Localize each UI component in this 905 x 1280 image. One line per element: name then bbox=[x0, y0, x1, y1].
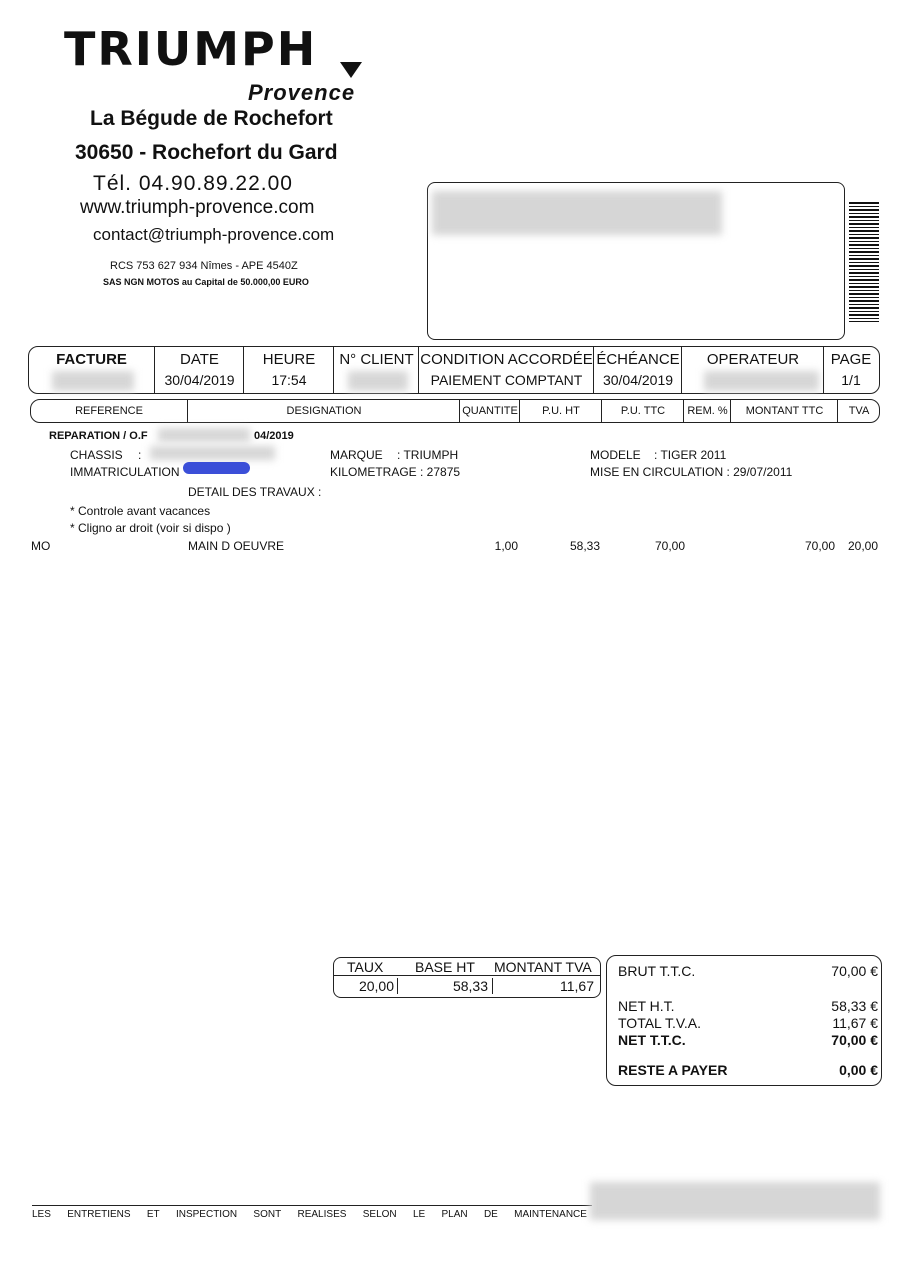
company-address-line2: 30650 - Rochefort du Gard bbox=[75, 141, 338, 164]
col-montant-ttc: MONTANT TTC bbox=[730, 400, 838, 422]
footer-word: LES bbox=[32, 1209, 51, 1220]
total-tva-label: TOTAL T.V.A. bbox=[618, 1015, 702, 1031]
facture-cell bbox=[29, 347, 154, 393]
barcode bbox=[849, 202, 879, 322]
echeance-cell bbox=[593, 347, 682, 393]
reste-value: 0,00 € bbox=[839, 1062, 878, 1078]
heure-value: 17:54 bbox=[271, 372, 307, 388]
immatriculation-label: IMMATRICULATION bbox=[70, 465, 180, 479]
heure-cell bbox=[243, 347, 334, 393]
vat-sep bbox=[397, 978, 398, 994]
modele-value: : TIGER 2011 bbox=[654, 448, 727, 462]
marque-label: MARQUE bbox=[330, 448, 383, 462]
redacted-footer bbox=[590, 1182, 880, 1220]
col-tva: TVA bbox=[837, 400, 880, 422]
mise-en-circulation: MISE EN CIRCULATION : 29/07/2011 bbox=[590, 465, 793, 479]
total-brut-row bbox=[618, 963, 878, 979]
redacted-invoice-number bbox=[52, 371, 134, 391]
date-cell bbox=[154, 347, 244, 393]
footer-word: MAINTENANCE bbox=[514, 1209, 587, 1220]
footer-word: ENTRETIENS bbox=[67, 1209, 131, 1220]
work-item: * Cligno ar droit (voir si dispo ) bbox=[70, 521, 231, 535]
footer-rule bbox=[32, 1205, 592, 1206]
net-ttc-value: 70,00 € bbox=[831, 1032, 878, 1048]
net-ht-row bbox=[618, 998, 878, 1014]
totals-box bbox=[606, 955, 882, 1086]
footer-word: PLAN bbox=[441, 1209, 468, 1220]
net-ttc-row bbox=[618, 1032, 878, 1048]
repair-title-right: 04/2019 bbox=[254, 430, 294, 442]
date-value: 30/04/2019 bbox=[164, 372, 235, 388]
page-value: 1/1 bbox=[841, 372, 861, 388]
company-email: contact@triumph-provence.com bbox=[93, 225, 335, 244]
footer-word: REALISES bbox=[297, 1209, 347, 1220]
chassis-label: CHASSIS bbox=[70, 448, 123, 462]
condition-value: PAIEMENT COMPTANT bbox=[430, 372, 583, 388]
line-montant-ttc: 70,00 bbox=[804, 539, 835, 553]
client-cell bbox=[333, 347, 419, 393]
kilometrage: KILOMETRAGE : 27875 bbox=[330, 465, 461, 479]
line-items-header bbox=[30, 399, 880, 423]
brut-value: 70,00 € bbox=[831, 963, 878, 979]
col-pu-ttc: P.U. TTC bbox=[601, 400, 684, 422]
footer-word: SONT bbox=[253, 1209, 282, 1220]
page-cell bbox=[823, 347, 878, 393]
redacted-address bbox=[432, 191, 722, 235]
company-website: www.triumph-provence.com bbox=[80, 197, 315, 218]
vat-taux-label: TAUX bbox=[347, 959, 384, 975]
footer-word: ET bbox=[146, 1209, 160, 1220]
invoice-header-table bbox=[28, 346, 880, 394]
net-ht-value: 58,33 € bbox=[831, 998, 878, 1014]
modele-label: MODELE bbox=[590, 448, 641, 462]
col-designation: DESIGNATION bbox=[187, 400, 460, 422]
col-pu-ht: P.U. HT bbox=[519, 400, 602, 422]
line-quantite: 1,00 bbox=[494, 539, 518, 553]
work-item: * Controle avant vacances bbox=[70, 504, 211, 518]
company-address-line1: La Bégude de Rochefort bbox=[90, 107, 333, 130]
line-reference: MO bbox=[31, 539, 51, 553]
line-pu-ttc: 70,00 bbox=[654, 539, 685, 553]
marque-value: : TRIUMPH bbox=[397, 448, 459, 462]
footer-notice bbox=[32, 1209, 587, 1220]
line-designation: MAIN D OEUVRE bbox=[188, 539, 285, 553]
vat-sep bbox=[492, 978, 493, 994]
vat-taux-value: 20,00 bbox=[358, 978, 394, 994]
repair-title-left: REPARATION / O.F bbox=[49, 430, 148, 442]
vat-summary-table bbox=[333, 957, 601, 998]
total-tva-row bbox=[618, 1015, 878, 1031]
operateur-label: OPERATEUR bbox=[706, 351, 800, 368]
echeance-label: ÉCHÉANCE bbox=[596, 351, 680, 368]
company-rcs: RCS 753 627 934 Nîmes - APE 4540Z bbox=[110, 260, 298, 272]
provence-logo-text: Provence bbox=[248, 80, 356, 105]
footer-word: LE bbox=[412, 1209, 426, 1220]
company-phone: Tél. 04.90.89.22.00 bbox=[93, 172, 293, 195]
detail-travaux-label: DETAIL DES TRAVAUX : bbox=[188, 485, 322, 499]
chassis-colon: : bbox=[138, 448, 142, 462]
page-label: PAGE bbox=[830, 351, 872, 368]
recipient-address-box bbox=[427, 182, 845, 340]
condition-label: CONDITION ACCORDÉE bbox=[420, 351, 593, 368]
net-ht-label: NET H.T. bbox=[618, 998, 675, 1014]
col-remise: REM. % bbox=[683, 400, 731, 422]
vat-base-label: BASE HT bbox=[415, 959, 475, 975]
triumph-logo: TRIUMPH bbox=[64, 22, 318, 76]
redacted-plate bbox=[183, 462, 250, 474]
echeance-value: 30/04/2019 bbox=[602, 372, 674, 388]
facture-label: FACTURE bbox=[56, 351, 127, 368]
line-pu-ht: 58,33 bbox=[569, 539, 600, 553]
footer-word: SELON bbox=[362, 1209, 397, 1220]
brut-label: BRUT T.T.C. bbox=[618, 963, 696, 979]
col-quantite: QUANTITE bbox=[459, 400, 520, 422]
redacted-order-number bbox=[158, 428, 250, 442]
logo-triangle-icon bbox=[340, 62, 362, 78]
operateur-cell bbox=[681, 347, 824, 393]
reste-label: RESTE A PAYER bbox=[618, 1062, 728, 1078]
vat-montant-value: 11,67 bbox=[560, 978, 594, 994]
net-ttc-label: NET T.T.C. bbox=[618, 1032, 686, 1048]
line-tva: 20,00 bbox=[847, 539, 878, 553]
col-reference: REFERENCE bbox=[75, 405, 143, 417]
vat-montant-label: MONTANT TVA bbox=[494, 959, 592, 975]
footer-word: INSPECTION bbox=[175, 1209, 238, 1220]
redacted-chassis bbox=[150, 446, 275, 460]
date-label: DATE bbox=[180, 351, 219, 368]
total-tva-value: 11,67 € bbox=[832, 1015, 878, 1031]
redacted-operator bbox=[704, 371, 819, 391]
reste-row bbox=[618, 1062, 878, 1078]
company-capital: SAS NGN MOTOS au Capital de 50.000,00 EURO bbox=[103, 277, 309, 287]
vat-divider bbox=[334, 975, 600, 976]
condition-cell bbox=[418, 347, 594, 393]
vat-base-value: 58,33 bbox=[452, 978, 488, 994]
client-label: N° CLIENT bbox=[339, 351, 414, 368]
redacted-client-number bbox=[348, 371, 408, 391]
footer-word: DE bbox=[483, 1209, 498, 1220]
heure-label: HEURE bbox=[262, 351, 316, 368]
